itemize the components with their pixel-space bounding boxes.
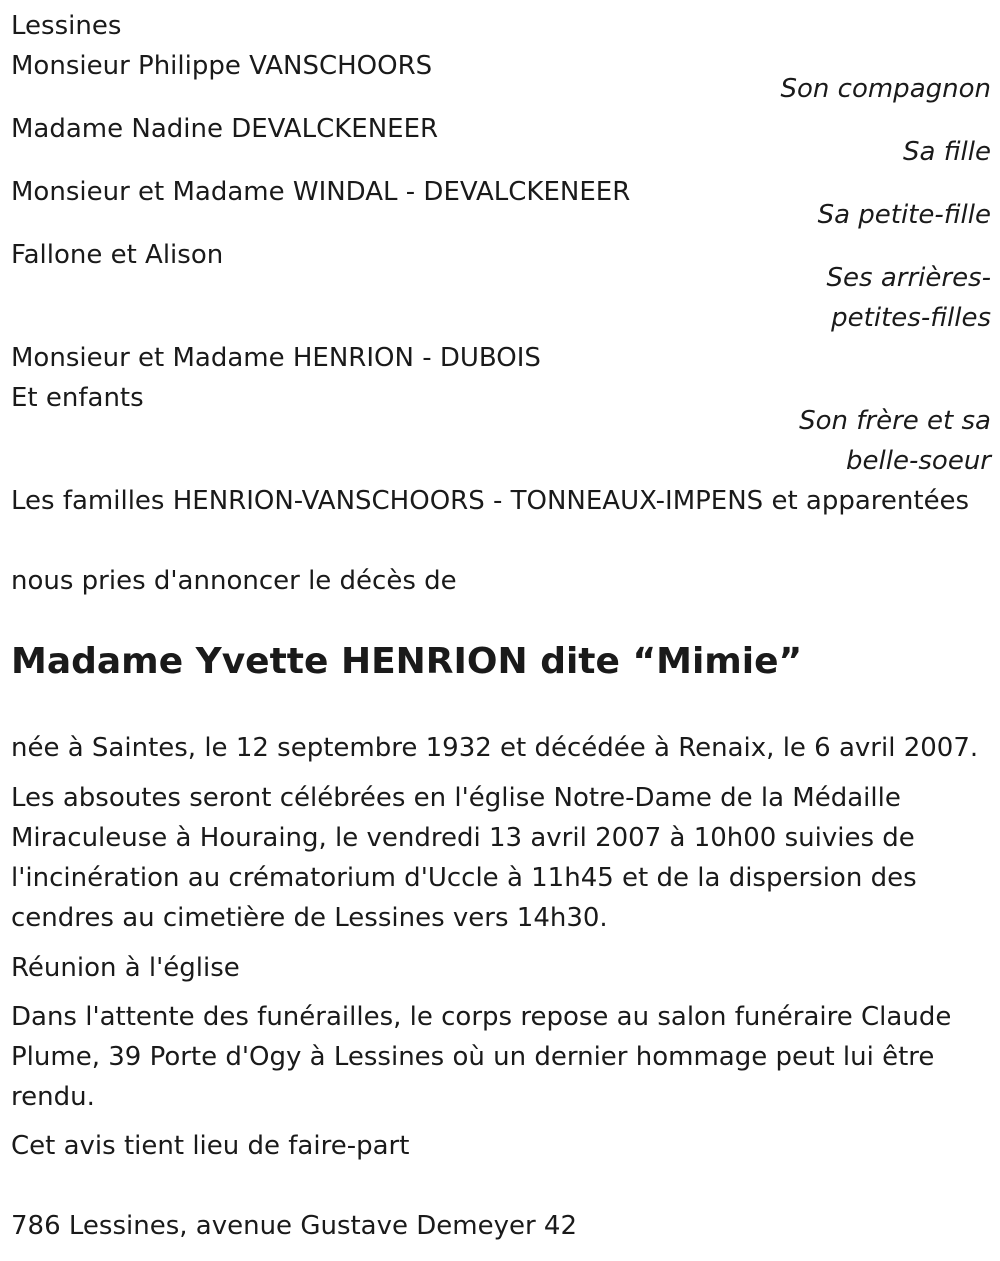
funeral-paragraph: [11, 997, 951, 1117]
absoutes-line-4: cendres au cimetière de Lessines vers 14h30.: [11, 903, 608, 933]
absoutes-line-1: Les absoutes seront célébrées en l'église Notre-Dame de la Médaille: [11, 783, 901, 813]
address-text: 786 Lessines, avenue Gustave Demeyer 42: [11, 1211, 578, 1241]
family-role-3-line: Sa petite-fille: [817, 200, 991, 230]
birth-death-line: née à Saintes, le 12 septembre 1932 et décédée à Renaix, le 6 avril 2007.: [11, 733, 979, 763]
family-role-5: [799, 401, 991, 481]
reunion-text: Réunion à l'église: [11, 953, 240, 983]
announce-text: nous pries d'annoncer le décès de: [11, 566, 457, 596]
fairepart-text: Cet avis tient lieu de faire-part: [11, 1131, 410, 1161]
absoutes-line-3: l'incinération au crématorium d'Uccle à 11h45 et de la dispersion des: [11, 863, 917, 893]
family-role-2: [903, 132, 991, 172]
deceased-name: Madame Yvette HENRION dite “Mimie”: [11, 641, 803, 682]
family-name-1: Monsieur Philippe VANSCHOORS: [11, 51, 433, 81]
family-role-4-line-1: Ses arrières-: [826, 263, 991, 293]
absoutes-paragraph: [11, 778, 917, 938]
funeral-line-2: Plume, 39 Porte d'Ogy à Lessines où un dernier hommage peut lui être: [11, 1042, 935, 1072]
city-label: Lessines: [11, 11, 122, 41]
family-name-2: Madame Nadine DEVALCKENEER: [11, 114, 439, 144]
absoutes-line-2: Miraculeuse à Houraing, le vendredi 13 avril 2007 à 10h00 suivies de: [11, 823, 915, 853]
family-role-5-line-1: Son frère et sa: [799, 406, 991, 436]
families-line: Les familles HENRION-VANSCHOORS - TONNEAUX-IMPENS et apparentées: [11, 486, 970, 516]
funeral-line-1: Dans l'attente des funérailles, le corps repose au salon funéraire Claude: [11, 1002, 952, 1032]
family-role-2-line: Sa fille: [903, 137, 991, 167]
family-name-3: Monsieur et Madame WINDAL - DEVALCKENEER: [11, 177, 631, 207]
family-role-4: [827, 258, 991, 338]
family-role-4-line-2: petites-filles: [831, 303, 991, 333]
family-name-4: Fallone et Alison: [11, 240, 224, 270]
funeral-line-3: rendu.: [11, 1082, 95, 1112]
family-name-5-suffix: Et enfants: [11, 383, 144, 413]
family-role-5-line-2: belle-soeur: [846, 446, 991, 476]
family-role-1-line: Son compagnon: [780, 74, 991, 104]
family-name-5: Monsieur et Madame HENRION - DUBOIS: [11, 343, 541, 373]
family-role-3: [818, 195, 991, 235]
family-role-1: [781, 69, 992, 109]
